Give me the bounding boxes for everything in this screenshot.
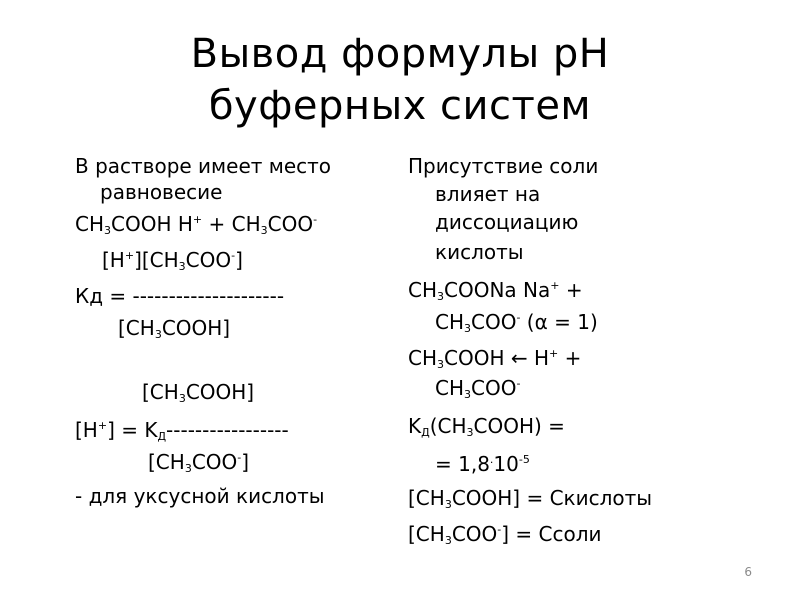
right-text-line-3: диссоциацию: [435, 210, 579, 234]
right-text-line-1: Присутствие соли: [408, 154, 599, 178]
title-line-1: Вывод формулы рН: [190, 31, 610, 77]
kd-numerator: $[H^+][CH_3COO^-]$: [102, 248, 243, 273]
right-text-line-4: кислоты: [435, 240, 524, 264]
page-number: 6: [744, 565, 752, 579]
right-text-line-2: влияет на: [435, 182, 541, 206]
acid-dissociation-cont: $CH_3COO^-$: [435, 376, 521, 401]
acid-constant-value: = $1,8^.10^{-5}$: [435, 452, 530, 476]
kd-expression: Кд = ---------------------: [75, 284, 285, 308]
salt-dissociation: $CH_3COONa$ Na+ +: [408, 278, 583, 303]
acid-constant-label: $K_Д(CH_3COOH)$ =: [408, 414, 565, 439]
kd-denominator: $[CH_3COOH]$: [118, 316, 231, 341]
equilibrium-equation: $CH_3COOH$ $H^+ + CH_3COO^-$: [75, 212, 318, 237]
salt-dissociation-cont: $CH_3COO^-$ (α = 1): [435, 310, 598, 335]
slide-title: [0, 28, 800, 132]
h-numerator: $[CH_3COOH]$: [142, 380, 255, 405]
acid-dissociation: $CH_3COOH$ ← H+ +: [408, 346, 582, 371]
acetic-acid-note: - для уксусной кислоты: [75, 484, 325, 508]
h-concentration-expression: $[H^+] = K_Д-----------------$: [75, 418, 289, 443]
left-text-line-2: равновесие: [100, 180, 223, 204]
left-text-line-1: В растворе имеет место: [75, 154, 332, 178]
acid-concentration: $[CH_3COOH]$ = Скислоты: [408, 486, 653, 511]
h-denominator: $[CH_3COO^-]$: [148, 450, 250, 475]
title-line-2: буферных систем: [208, 83, 592, 129]
salt-concentration: $[CH_3COO^-]$ = Ссоли: [408, 522, 602, 547]
